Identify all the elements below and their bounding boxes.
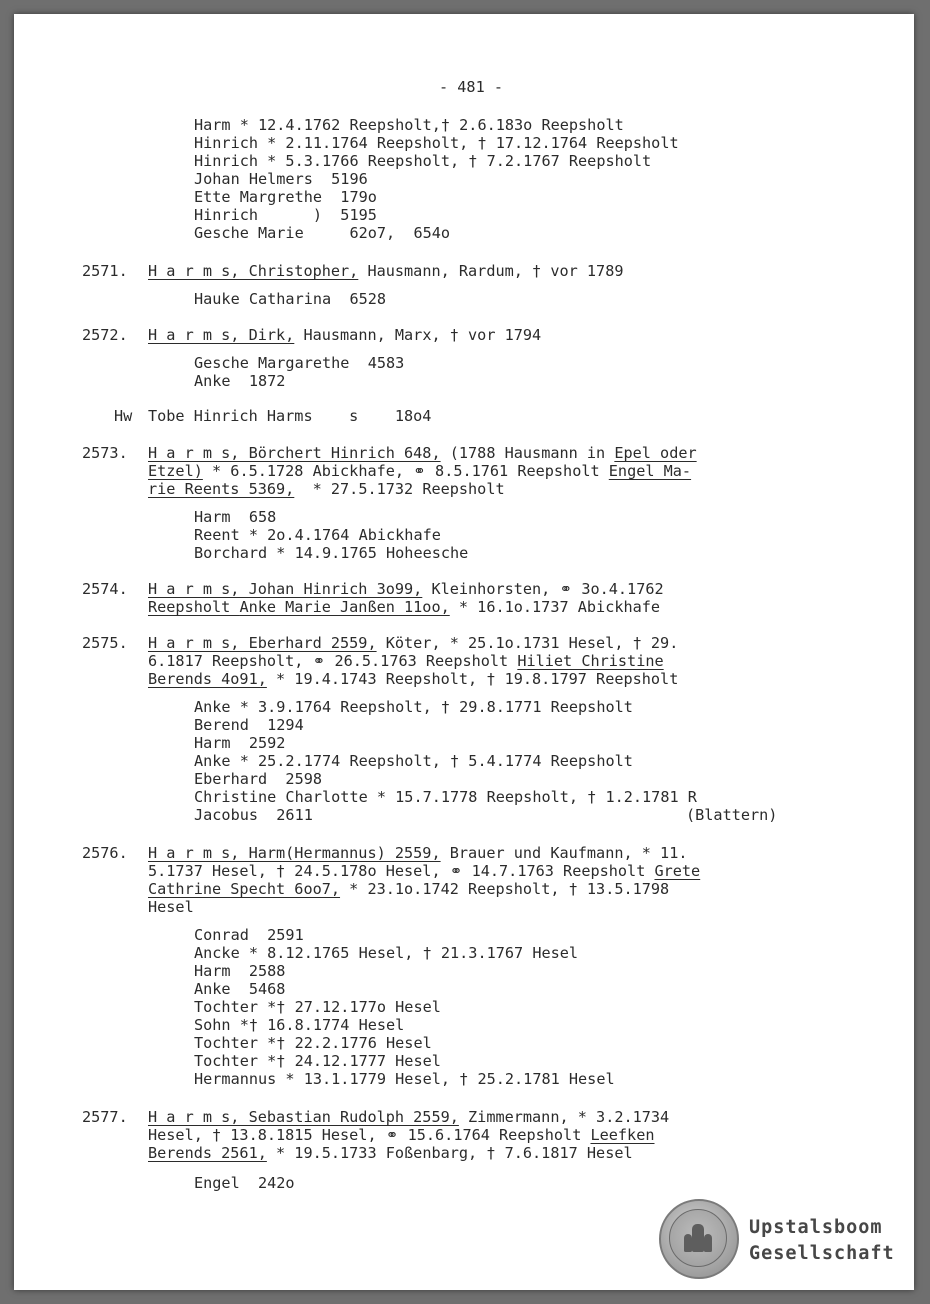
child-line: Anke 5468 <box>194 980 286 998</box>
spouse-name: Engel Ma- <box>608 462 692 480</box>
entry-details: 5.1737 Hesel, † 24.5.178o Hesel, ⚭ 14.7.1763 Reepsholt <box>148 862 655 880</box>
entry-number: 2575. <box>82 634 128 652</box>
spouse-name: Leefken <box>590 1126 655 1144</box>
entry-line <box>148 480 505 498</box>
spouse-name: Berends 2561, <box>148 1144 267 1162</box>
child-line: Sohn *† 16.8.1774 Hesel <box>194 1016 405 1034</box>
entry-heading <box>148 326 541 344</box>
child-line: Eberhard 2598 <box>194 770 323 788</box>
seal-figure <box>684 1234 692 1252</box>
child-line: Harm 2592 <box>194 734 286 752</box>
child-line: Reent * 2o.4.1764 Abickhafe <box>194 526 441 544</box>
entry-line <box>148 1144 633 1162</box>
child-line: Gesche Margarethe 4583 <box>194 354 405 372</box>
entry-place: Reepsholt <box>148 598 240 616</box>
entry-line <box>148 862 700 880</box>
entry-details: Hesel, † 13.8.1815 Hesel, ⚭ 15.6.1764 Reepsholt <box>148 1126 591 1144</box>
entry-name: H a r m s, Christopher, <box>148 262 359 280</box>
page-number: - 481 - <box>439 78 504 96</box>
child-line: Harm 2588 <box>194 962 286 980</box>
entry-place: Etzel) <box>148 462 203 480</box>
entry-heading <box>148 844 688 862</box>
entry-line <box>148 670 678 688</box>
hw-text: Tobe Hinrich Harms s 18o4 <box>148 407 432 425</box>
entry-line: Hesel <box>148 898 194 916</box>
entry-heading <box>148 444 697 462</box>
entry-line <box>148 652 664 670</box>
child-line: Anke 1872 <box>194 372 286 390</box>
child-line: Ancke * 8.12.1765 Hesel, † 21.3.1767 Hesel <box>194 944 579 962</box>
child-line: Christine Charlotte * 15.7.1778 Reepsholt, † 1.2.1781 R <box>194 788 697 806</box>
child-line: Tochter *† 24.12.1777 Hesel <box>194 1052 441 1070</box>
child-line: Hinrich * 2.11.1764 Reepsholt, † 17.12.1764 Reepsholt <box>194 134 679 152</box>
entry-place: Epel oder <box>614 444 697 462</box>
child-line: Engel 242o <box>194 1174 295 1192</box>
spouse-name: Anke Marie Janßen 11oo, <box>239 598 450 616</box>
spouse-name: Grete <box>654 862 701 880</box>
entry-details: * 23.1o.1742 Reepsholt, † 13.5.1798 <box>340 880 670 898</box>
logo-line: Gesellschaft <box>749 1243 895 1264</box>
seal-figure <box>692 1224 704 1252</box>
child-line: Hauke Catharina 6528 <box>194 290 387 308</box>
seal-inner-ring <box>669 1209 727 1267</box>
entry-name: H a r m s, Eberhard 2559, <box>148 634 377 652</box>
logo-line: Upstalsboom <box>749 1217 883 1238</box>
note: (Blattern) <box>686 806 778 824</box>
hw-mark: Hw <box>114 407 133 425</box>
entry-number: 2576. <box>82 844 128 862</box>
entry-name: H a r m s, Sebastian Rudolph 2559, <box>148 1108 459 1126</box>
entry-name: H a r m s, Johan Hinrich 3o99, <box>148 580 423 598</box>
child-line: Hinrich ) 5195 <box>194 206 377 224</box>
entry-details: * 16.1o.1737 Abickhafe <box>449 598 661 616</box>
child-line: Borchard * 14.9.1765 Hoheesche <box>194 544 469 562</box>
entry-details: (1788 Hausmann in <box>440 444 615 462</box>
entry-number: 2573. <box>82 444 128 462</box>
child-line: Anke * 25.2.1774 Reepsholt, † 5.4.1774 Reepsholt <box>194 752 633 770</box>
entry-number: 2571. <box>82 262 128 280</box>
child-line: Gesche Marie 62o7, 654o <box>194 224 451 242</box>
entry-name: H a r m s, Börchert Hinrich 648, <box>148 444 441 462</box>
spouse-name: rie Reents 5369, <box>148 480 295 498</box>
entry-details: 6.1817 Reepsholt, ⚭ 26.5.1763 Reepsholt <box>148 652 518 670</box>
entry-heading <box>148 580 664 598</box>
entry-details: Zimmermann, * 3.2.1734 <box>458 1108 670 1126</box>
entry-name: H a r m s, Dirk, <box>148 326 295 344</box>
entry-details: * 6.5.1728 Abickhafe, ⚭ 8.5.1761 Reepsholt <box>202 462 609 480</box>
society-logo-text <box>749 1215 895 1267</box>
entry-name: H a r m s, Harm(Hermannus) 2559, <box>148 844 441 862</box>
entry-details: Brauer und Kaufmann, * 11. <box>440 844 688 862</box>
child-line: Hermannus * 13.1.1779 Hesel, † 25.2.1781 Hesel <box>194 1070 615 1088</box>
entry-line <box>148 462 691 480</box>
spouse-name: Berends 4o91, <box>148 670 267 688</box>
entry-details: * 19.4.1743 Reepsholt, † 19.8.1797 Reepsholt <box>266 670 679 688</box>
entry-details: * 27.5.1732 Reepsholt <box>294 480 505 498</box>
entry-line <box>148 1126 655 1144</box>
entry-heading <box>148 1108 669 1126</box>
child-line: Harm * 12.4.1762 Reepsholt,† 2.6.183o Reepsholt <box>194 116 624 134</box>
society-seal-icon <box>659 1199 739 1279</box>
document-page <box>14 14 914 1290</box>
entry-number: 2574. <box>82 580 128 598</box>
entry-heading <box>148 262 623 280</box>
child-line: Johan Helmers 5196 <box>194 170 368 188</box>
entry-number: 2572. <box>82 326 128 344</box>
child-line: Conrad 2591 <box>194 926 304 944</box>
child-line: Hinrich * 5.3.1766 Reepsholt, † 7.2.1767 Reepsholt <box>194 152 652 170</box>
entry-heading <box>148 634 678 652</box>
entry-details: * 19.5.1733 Foßenbarg, † 7.6.1817 Hesel <box>266 1144 633 1162</box>
child-line: Tochter *† 22.2.1776 Hesel <box>194 1034 432 1052</box>
entry-line <box>148 598 660 616</box>
spouse-name: Cathrine Specht 6oo7, <box>148 880 341 898</box>
entry-details: Köter, * 25.1o.1731 Hesel, † 29. <box>376 634 679 652</box>
entry-details: Kleinhorsten, ⚭ 3o.4.1762 <box>422 580 664 598</box>
spouse-name: Hiliet Christine <box>517 652 664 670</box>
child-line: Harm 658 <box>194 508 277 526</box>
child-line: Berend 1294 <box>194 716 304 734</box>
entry-details: Hausmann, Rardum, † vor 1789 <box>358 262 624 280</box>
child-line: Jacobus 2611 <box>194 806 313 824</box>
child-line: Tochter *† 27.12.177o Hesel <box>194 998 441 1016</box>
child-line: Ette Margrethe 179o <box>194 188 377 206</box>
child-line: Anke * 3.9.1764 Reepsholt, † 29.8.1771 Reepsholt <box>194 698 633 716</box>
entry-details: Hausmann, Marx, † vor 1794 <box>294 326 542 344</box>
seal-figure <box>704 1234 712 1252</box>
entry-line <box>148 880 669 898</box>
page-content <box>14 14 914 1290</box>
entry-number: 2577. <box>82 1108 128 1126</box>
